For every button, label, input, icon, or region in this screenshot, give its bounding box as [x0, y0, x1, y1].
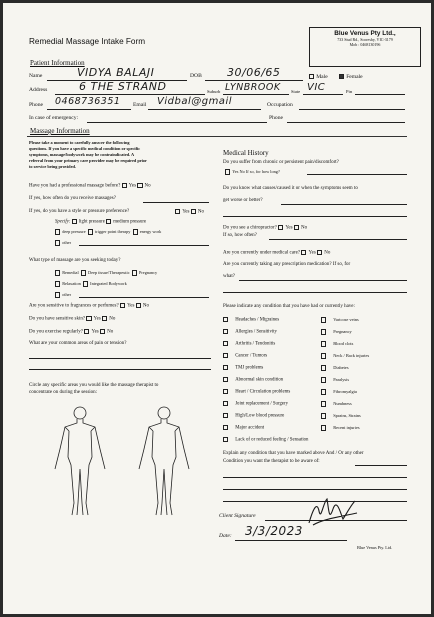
- condition-right-7[interactable]: Numbness: [321, 401, 352, 407]
- question-massage-type: What type of massage are you seeking today?: [29, 258, 121, 263]
- question-how-often: If yes, how often do you receive massages?: [29, 196, 116, 201]
- chiro-no-checkbox[interactable]: [294, 225, 299, 230]
- condition-left-7[interactable]: Joint replacement / Surgery: [223, 401, 288, 407]
- fragrance-no-checkbox[interactable]: [136, 303, 141, 308]
- suburb-value[interactable]: LYNBROOK: [225, 82, 281, 93]
- type-other-checkbox[interactable]: [55, 292, 60, 297]
- condition-left-3[interactable]: Cancer / Tumors: [223, 353, 267, 359]
- phone-label: Phone: [29, 102, 43, 108]
- question-pain-areas: What are your common areas of pain or tension?: [29, 341, 127, 346]
- condition-right-9[interactable]: Recent injuries: [321, 425, 360, 431]
- signature-label: Client Signature: [219, 513, 256, 519]
- question-cause-line-2: get worse or better?: [223, 198, 263, 203]
- email-label: Email: [133, 102, 147, 108]
- question-conditions: Please indicate any condition that you have had or currently have:: [223, 304, 355, 309]
- pin-label: Pin: [346, 89, 353, 94]
- medium-pressure-checkbox[interactable]: [106, 219, 111, 224]
- company-address: 733 Stud Rd., Scoresby, VIC-3179: [337, 37, 393, 42]
- emergency-label: In case of emergency:: [29, 115, 79, 121]
- style-yes-no: Yes No: [175, 209, 204, 215]
- condition-left-5[interactable]: Abnormal skin condition: [223, 377, 283, 383]
- technique-options: deep pressure trigger point therapy energy work: [55, 229, 161, 235]
- occupation-label: Occupation: [267, 102, 293, 108]
- light-pressure-checkbox[interactable]: [72, 219, 77, 224]
- male-option[interactable]: Male: [309, 74, 328, 80]
- company-name: Blue Venus Pty Ltd.,: [334, 30, 396, 37]
- phone-value[interactable]: 0468736351: [55, 96, 121, 107]
- prof-yes-checkbox[interactable]: [122, 183, 127, 188]
- name-label: Name: [29, 73, 43, 79]
- type-other-option: other: [55, 292, 71, 298]
- exercise-no-checkbox[interactable]: [100, 329, 105, 334]
- energy-work-checkbox[interactable]: [133, 229, 138, 234]
- body-front-figure: [55, 407, 105, 515]
- condition-right-1[interactable]: Pregnancy: [321, 329, 352, 335]
- notice-line-1: Please take a moment to carefully answer the following: [29, 140, 130, 145]
- condition-left-4[interactable]: TMJ problems: [223, 365, 263, 371]
- style-other-checkbox[interactable]: [55, 240, 60, 245]
- question-chiropractor: Do you see a chiropractor? Yes No: [223, 225, 308, 231]
- condition-left-9[interactable]: Major accident: [223, 425, 264, 431]
- female-option[interactable]: Female: [339, 74, 363, 80]
- name-value[interactable]: VIDYA BALAJI: [77, 66, 155, 79]
- fragrance-yes-checkbox[interactable]: [120, 303, 125, 308]
- integrated-checkbox[interactable]: [83, 281, 88, 286]
- question-professional-massage: Have you had a professional massage before? Yes No: [29, 183, 151, 189]
- type-options-row-2: Relaxation Integrated Bodywork: [55, 281, 127, 287]
- state-value[interactable]: VIC: [307, 82, 326, 93]
- deep-pressure-checkbox[interactable]: [55, 229, 60, 234]
- question-sensitive-skin: Do you have sensitive skin? Yes No: [29, 316, 116, 322]
- address-value[interactable]: 6 THE STRAND: [79, 80, 167, 93]
- client-signature[interactable]: [303, 489, 363, 533]
- footer-company: Blue Venus Pty. Ltd.: [357, 545, 393, 550]
- condition-right-0[interactable]: Varicose veins: [321, 317, 359, 323]
- massage-info-heading: Massage Information: [30, 127, 90, 135]
- chiro-yes-checkbox[interactable]: [278, 225, 283, 230]
- notice-line-2: questions. If you have a specific medical condition or specific: [29, 146, 141, 151]
- female-checkbox[interactable]: [339, 74, 344, 79]
- question-medication: Are you currently taking any prescription medication? If so, for: [223, 262, 351, 267]
- patient-info-heading: Patient Information: [30, 59, 85, 67]
- condition-right-6[interactable]: Fibromyalgia: [321, 389, 357, 395]
- condition-right-5[interactable]: Paralysis: [321, 377, 349, 383]
- relaxation-checkbox[interactable]: [55, 281, 60, 286]
- remedial-checkbox[interactable]: [55, 270, 60, 275]
- dob-value[interactable]: 30/06/65: [227, 66, 281, 79]
- emergency-phone-label: Phone: [269, 115, 283, 121]
- dob-label: DOB: [190, 73, 202, 79]
- state-label: State: [291, 89, 301, 94]
- address-label: Address: [29, 87, 48, 93]
- body-back-figure: [139, 407, 189, 515]
- skin-no-checkbox[interactable]: [102, 316, 107, 321]
- prof-no-checkbox[interactable]: [137, 183, 142, 188]
- company-box: [309, 27, 421, 67]
- question-medication-line-2: what?: [223, 274, 235, 279]
- care-no-checkbox[interactable]: [317, 250, 322, 255]
- trigger-point-checkbox[interactable]: [88, 229, 93, 234]
- question-exercise: Do you exercise regularly? Yes No: [29, 329, 114, 335]
- question-cause: Do you know what causes/caused it or when the symptoms seem to: [223, 186, 358, 191]
- circle-areas-line-2: concentrate on during the session:: [29, 390, 98, 395]
- chronic-pain-options: Yes No If so, for how long?: [225, 169, 280, 175]
- body-diagram[interactable]: [27, 403, 217, 523]
- skin-yes-checkbox[interactable]: [86, 316, 91, 321]
- deep-tissue-checkbox[interactable]: [81, 270, 86, 275]
- condition-left-10[interactable]: Lack of or reduced feeling / Sensation: [223, 437, 308, 443]
- condition-right-8[interactable]: Sprains, Strains: [321, 413, 361, 419]
- condition-left-6[interactable]: Heart / Circulation problems: [223, 389, 290, 395]
- style-no-checkbox[interactable]: [191, 209, 196, 214]
- condition-left-2[interactable]: Arthritis / Tendonitis: [223, 341, 275, 347]
- condition-right-3[interactable]: Neck / Back injuries: [321, 353, 369, 359]
- pregnancy-massage-checkbox[interactable]: [132, 270, 137, 275]
- intake-form-page: [3, 3, 431, 614]
- type-options-row-1: Remedial Deep tissue/Therapeutic Pregnancy: [55, 270, 157, 276]
- pressure-options: Specify: light pressure medium pressure: [55, 219, 147, 225]
- male-checkbox[interactable]: [309, 74, 314, 79]
- question-fragrance: Are you sensitive to fragrances or perfumes? Yes No: [29, 303, 149, 309]
- notice-line-4: referral from your primary care provider may be required prior: [29, 158, 147, 163]
- condition-right-2[interactable]: Blood clots: [321, 341, 353, 347]
- care-yes-checkbox[interactable]: [301, 250, 306, 255]
- condition-left-0[interactable]: Headaches / Migraines: [223, 317, 279, 323]
- notice-line-3: symptoms, massage/bodywork may be contraindicated. A: [29, 152, 135, 157]
- explain-line-2: Condition you want the therapist to be aware of:: [223, 459, 320, 464]
- condition-left-1[interactable]: Allergies / Sensitivity: [223, 329, 277, 335]
- date-label: Date:: [219, 533, 232, 539]
- medical-history-heading: Medical History: [223, 149, 269, 157]
- condition-right-4[interactable]: Diabetes: [321, 365, 349, 371]
- question-chiro-often: If so, how often?: [223, 233, 257, 238]
- company-mobile: Mob : 0468130196: [349, 42, 381, 47]
- condition-left-8[interactable]: High/Low blood pressure: [223, 413, 284, 419]
- exercise-yes-checkbox[interactable]: [84, 329, 89, 334]
- suburb-label: Suburb: [207, 89, 221, 94]
- question-chronic-pain: Do you suffer from chronic or persistent pain/discomfort?: [223, 160, 339, 165]
- question-medical-care: Are you currently under medical care? Yes No: [223, 250, 331, 256]
- date-value[interactable]: 3/3/2023: [245, 524, 303, 538]
- question-style-preference: If yes, do you have a style or pressure preference?: [29, 209, 130, 214]
- style-other-option: other: [55, 240, 71, 246]
- explain-line-1: Explain any condition that you have marked above And / Or any other: [223, 451, 364, 456]
- notice-line-5: to service being provided.: [29, 164, 76, 169]
- email-value[interactable]: Vidbal@gmail: [157, 96, 232, 107]
- circle-areas-line-1: Circle any specific areas you would like the massage therapist to: [29, 383, 159, 388]
- style-yes-checkbox[interactable]: [175, 209, 180, 214]
- chronic-yes-checkbox[interactable]: [225, 169, 230, 174]
- form-title: Remedial Massage Intake Form: [29, 37, 146, 46]
